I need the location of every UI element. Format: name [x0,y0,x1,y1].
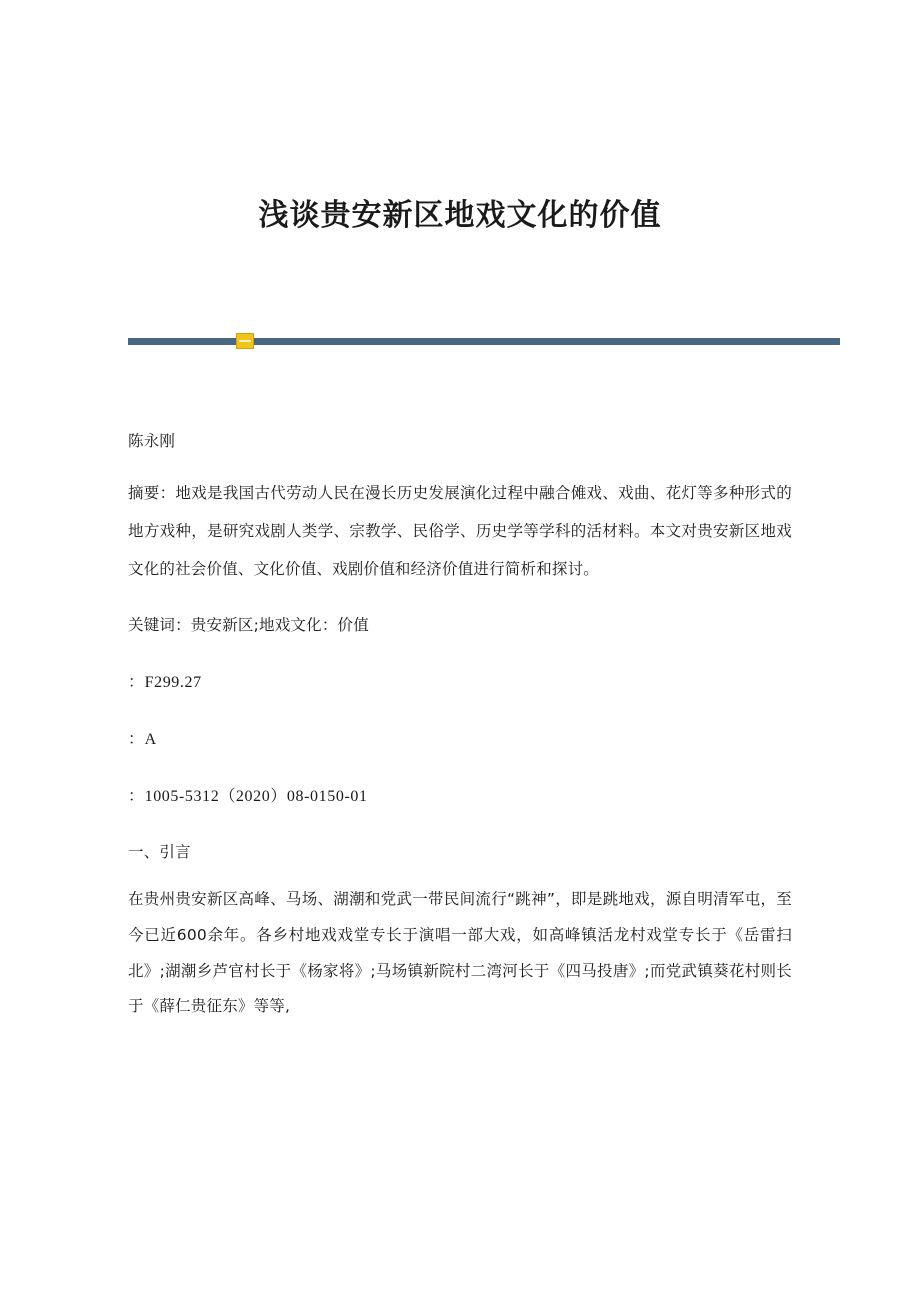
document-code: ：A [128,731,157,749]
document-body [128,423,792,1025]
section-divider [128,333,792,349]
abstract-paragraph: 摘要：地戏是我国古代劳动人民在漫长历史发展演化过程中融合傩戏、戏曲、花灯等多种形式的地方戏种，是研究戏剧人类学、宗教学、民俗学、历史学等学科的活材料。本文对贵安新区地戏文化的社会价值、文化价值、戏剧价值和经济价值进行简析和探讨。 [128,483,792,578]
divider-bar [128,338,840,345]
section-heading: 一、引言 [128,843,191,862]
body-paragraph: 在贵州贵安新区高峰、马场、湖潮和党武一带民间流行“跳神”，即是跳地戏，源自明清军屯，至今已近600余年。各乡村地戏戏堂专长于演唱一部大戏，如高峰镇活龙村戏堂专长于《岳雷扫北》;湖潮乡芦官村长于《杨家将》;马场镇新院村二湾河长于《四马投唐》;而党武镇葵花村则长于《薛仁贵征东》等等, [128,890,792,1016]
divider-marker-icon [236,333,254,349]
keywords-line: 关键词：贵安新区;地戏文化：价值 [128,615,369,634]
classification-code: ：F299.27 [128,673,202,691]
article-id: ：1005-5312（2020）08-0150-01 [128,788,368,806]
author-name: 陈永刚 [128,432,176,450]
page-title: 浅谈贵安新区地戏文化的价值 [258,198,662,233]
